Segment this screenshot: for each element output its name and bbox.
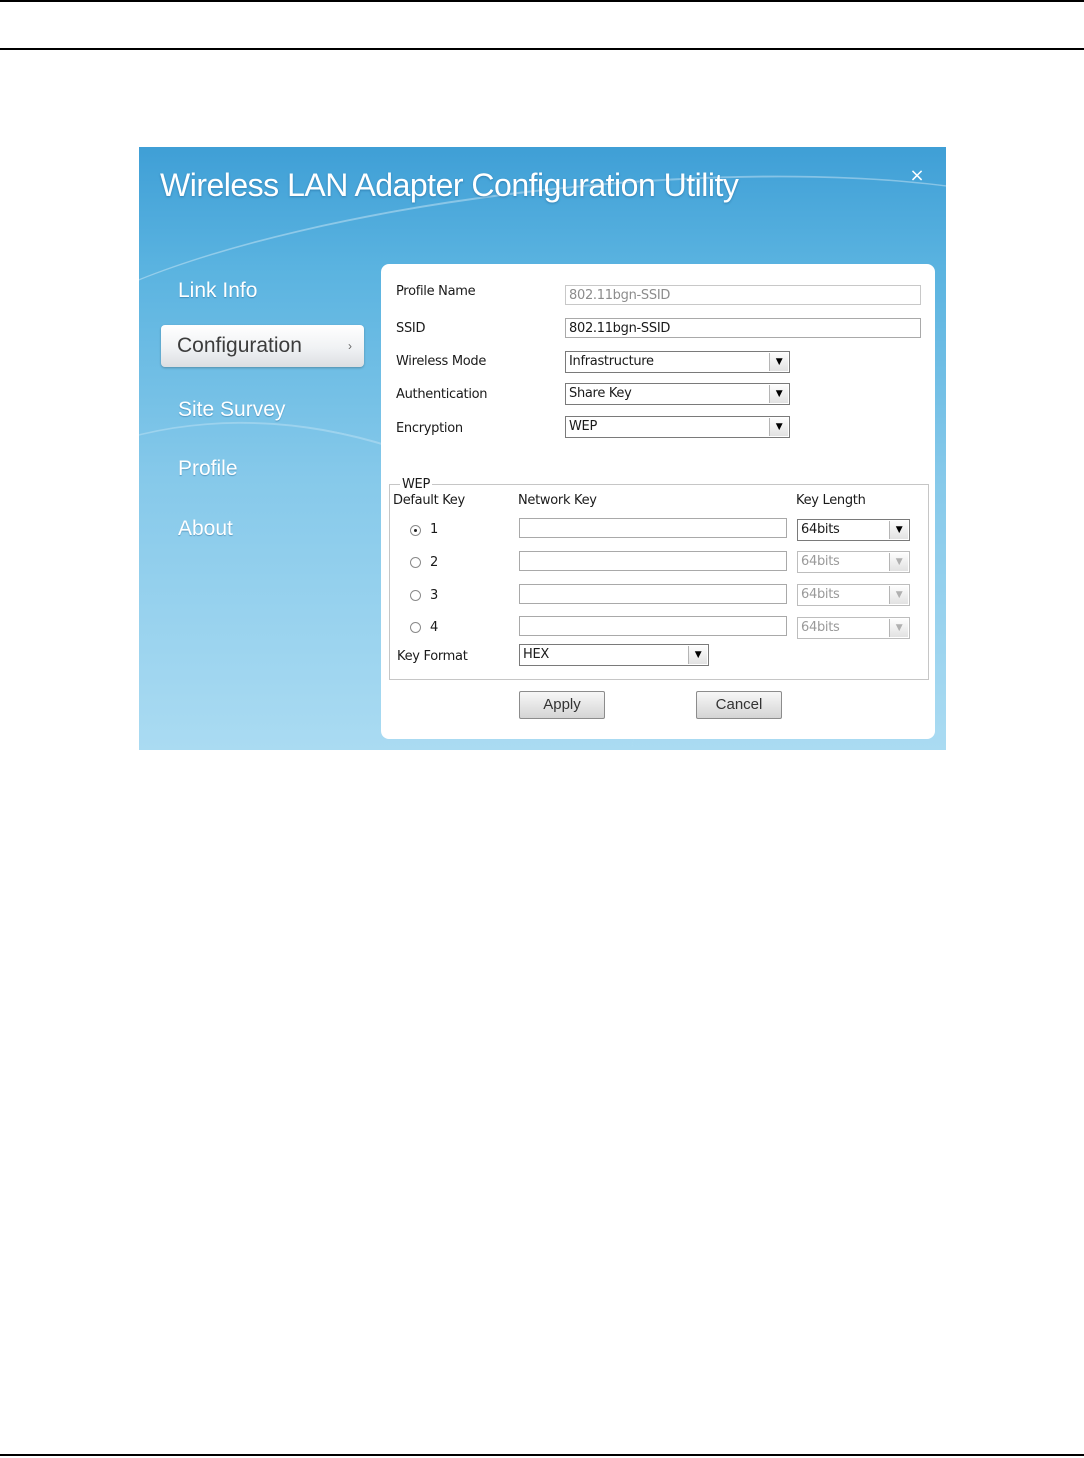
window-title: Wireless LAN Adapter Configuration Utility xyxy=(160,167,739,203)
dropdown-arrow-icon: ▼ xyxy=(688,646,707,664)
dropdown-arrow-icon: ▼ xyxy=(889,553,908,571)
dropdown-arrow-icon: ▼ xyxy=(889,521,908,539)
wep-groupbox xyxy=(389,477,929,680)
default-key-header: Default Key xyxy=(393,493,465,508)
page-rule-top xyxy=(0,0,1084,2)
apply-button[interactable]: Apply xyxy=(519,691,605,719)
default-key-number: 1 xyxy=(430,522,438,537)
default-key-number: 4 xyxy=(430,620,438,635)
nav-item-site-survey[interactable] xyxy=(162,389,362,431)
wireless-mode-select[interactable] xyxy=(565,351,790,373)
ssid-input[interactable] xyxy=(565,318,921,338)
key-length-select-1[interactable] xyxy=(797,519,910,541)
default-key-radio-2[interactable] xyxy=(410,557,421,568)
ssid-label: SSID xyxy=(396,321,426,336)
network-key-input-3[interactable] xyxy=(519,584,787,604)
wireless-mode-label: Wireless Mode xyxy=(396,354,487,369)
dropdown-arrow-icon: ▼ xyxy=(769,385,788,403)
default-key-radio-1[interactable] xyxy=(410,525,421,536)
key-length-value: 64bits xyxy=(801,620,840,635)
nav-item-profile[interactable] xyxy=(162,448,362,490)
nav-item-about[interactable] xyxy=(162,508,362,550)
key-format-value: HEX xyxy=(523,647,549,662)
page-rule-footer xyxy=(0,1454,1084,1456)
key-length-select-4[interactable] xyxy=(797,617,910,639)
wireless-mode-value: Infrastructure xyxy=(569,354,654,369)
cancel-button[interactable]: Cancel xyxy=(696,691,782,719)
nav-item-label: Site Survey xyxy=(178,398,286,421)
network-key-header: Network Key xyxy=(518,493,597,508)
default-key-number: 2 xyxy=(430,555,438,570)
nav-item-label: About xyxy=(178,517,233,540)
network-key-input-4[interactable] xyxy=(519,616,787,636)
network-key-input-1[interactable] xyxy=(519,518,787,538)
encryption-label: Encryption xyxy=(396,421,463,436)
nav-item-link-info[interactable] xyxy=(162,270,362,312)
encryption-select[interactable] xyxy=(565,416,790,438)
key-length-value: 64bits xyxy=(801,522,840,537)
chevron-right-icon: › xyxy=(348,339,352,353)
key-length-value: 64bits xyxy=(801,554,840,569)
close-icon[interactable]: × xyxy=(909,165,925,186)
nav-item-label: Link Info xyxy=(178,279,258,302)
key-length-select-2[interactable] xyxy=(797,551,910,573)
encryption-value: WEP xyxy=(569,419,598,434)
page-rule-header xyxy=(0,48,1084,50)
nav-item-label: Configuration xyxy=(177,334,302,357)
app-window xyxy=(139,147,946,750)
key-length-value: 64bits xyxy=(801,587,840,602)
authentication-value: Share Key xyxy=(569,386,632,401)
dropdown-arrow-icon: ▼ xyxy=(889,586,908,604)
key-length-select-3[interactable] xyxy=(797,584,910,606)
profile-name-input[interactable] xyxy=(565,285,921,305)
key-length-header: Key Length xyxy=(796,493,866,508)
dropdown-arrow-icon: ▼ xyxy=(769,353,788,371)
network-key-input-2[interactable] xyxy=(519,551,787,571)
nav-item-label: Profile xyxy=(178,457,238,480)
profile-name-label: Profile Name xyxy=(396,284,476,299)
nav-item-configuration[interactable] xyxy=(161,325,364,367)
default-key-radio-3[interactable] xyxy=(410,590,421,601)
authentication-select[interactable] xyxy=(565,383,790,405)
dropdown-arrow-icon: ▼ xyxy=(889,619,908,637)
key-format-select[interactable] xyxy=(519,644,709,666)
authentication-label: Authentication xyxy=(396,387,488,402)
default-key-number: 3 xyxy=(430,588,438,603)
dropdown-arrow-icon: ▼ xyxy=(769,418,788,436)
key-format-label: Key Format xyxy=(397,649,468,664)
wep-legend: WEP xyxy=(402,477,431,492)
configuration-panel xyxy=(381,264,935,739)
default-key-radio-4[interactable] xyxy=(410,622,421,633)
